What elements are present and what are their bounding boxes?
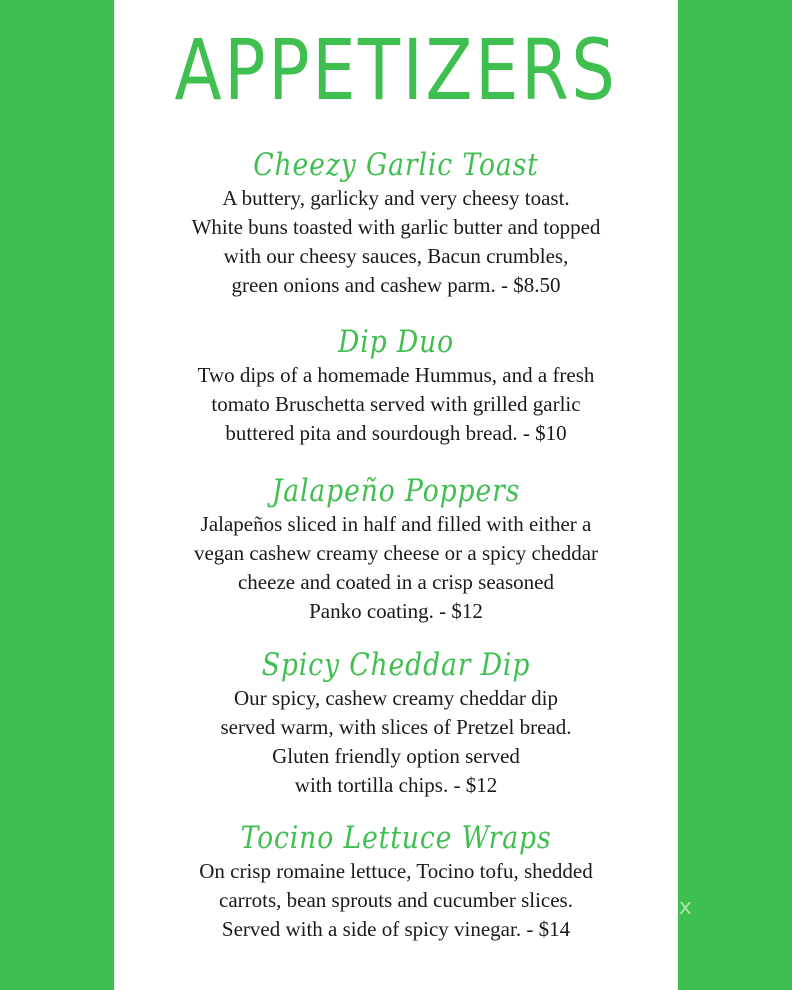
desc-line: White buns toasted with garlic butter and topped — [191, 215, 601, 240]
menu-item-cheezy-garlic-toast — [114, 148, 678, 300]
menu-item-tocino-lettuce-wraps — [114, 821, 678, 944]
desc-line: Two dips of a homemade Hummus, and a fresh — [197, 363, 595, 388]
item-description — [114, 510, 678, 626]
desc-line: Gluten friendly option served — [272, 744, 520, 769]
desc-line: Panko coating. - $12 — [309, 599, 483, 624]
menu-item-spicy-cheddar-dip — [114, 648, 678, 800]
desc-line: served warm, with slices of Pretzel bread. — [220, 715, 572, 740]
menu-item-dip-duo — [114, 325, 678, 448]
item-name: Jalapeño Poppers — [271, 473, 521, 509]
left-green-band — [0, 0, 114, 990]
item-description — [114, 361, 678, 448]
desc-line: with our cheesy sauces, Bacun crumbles, — [223, 244, 569, 269]
desc-line: green onions and cashew parm. - $8.50 — [231, 273, 561, 298]
item-name: Tocino Lettuce Wraps — [240, 820, 552, 856]
desc-line: cheeze and coated in a crisp seasoned — [237, 570, 554, 595]
desc-line: Jalapeños sliced in half and filled with either a — [200, 512, 592, 537]
desc-line: Served with a side of spicy vinegar. - $14 — [221, 917, 571, 942]
item-name: Cheezy Garlic Toast — [253, 147, 539, 183]
item-name: Dip Duo — [337, 324, 455, 360]
item-description — [114, 684, 678, 800]
desc-line: buttered pita and sourdough bread. - $10 — [225, 421, 567, 446]
desc-line: On crisp romaine lettuce, Tocino tofu, shedded — [199, 859, 593, 884]
menu-title: APPETIZERS — [174, 21, 618, 119]
desc-line: with tortilla chips. - $12 — [294, 773, 498, 798]
watermark: menupix — [590, 895, 693, 920]
right-green-band — [678, 0, 792, 990]
menu-item-jalapeno-poppers — [114, 474, 678, 626]
desc-line: vegan cashew creamy cheese or a spicy cheddar — [193, 541, 599, 566]
desc-line: carrots, bean sprouts and cucumber slices. — [219, 888, 573, 913]
item-description — [114, 184, 678, 300]
item-name: Spicy Cheddar Dip — [261, 647, 531, 683]
desc-line: A buttery, garlicky and very cheesy toast. — [222, 186, 570, 211]
desc-line: Our spicy, cashew creamy cheddar dip — [233, 686, 558, 711]
desc-line: tomato Bruschetta served with grilled garlic — [211, 392, 581, 417]
menu-panel — [114, 0, 678, 990]
